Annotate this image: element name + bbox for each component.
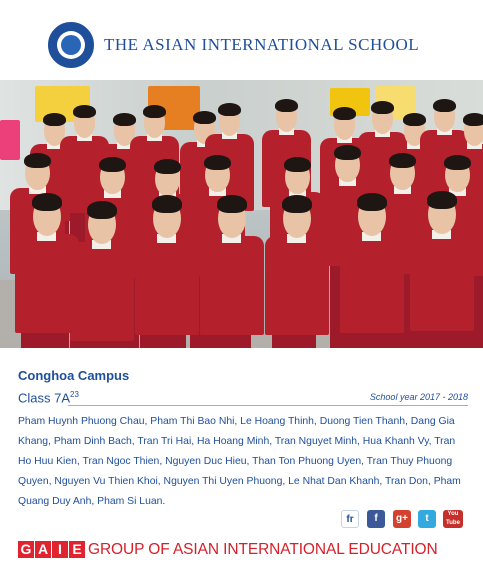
gaie-letter-e: E [69, 541, 85, 558]
class-name: Class $7A^{23}$ [18, 390, 79, 406]
google-plus-icon[interactable]: g+ [393, 510, 411, 528]
school-year: School year 2017 - 2018 [369, 392, 468, 402]
class-line [18, 390, 468, 408]
student-names: Pham Huynh Phuong Chau, Pham Thi Bao Nhi, Le Hoang Thinh, Duong Tien Thanh, Dang Gia Khang, Pham Dinh Bach, Tran Tri Hai, Ha Hoang Minh, Tran Nguyet Minh, Hua Khanh Vy, Tran Ho Huu Kien, Tran Ngoc Thien, Nguyen Duc Hieu, Than Ton Phuong Uyen, Tran Thuy Phuong Quyen, Nguyen Vu Thien Khoi, Nguyen Thi Uyen Phuong, Le Nhat Dan Khanh, Tran Don, Pham Quang Duy Anh, Pham Si Luan. [18, 416, 461, 507]
twitter-icon[interactable]: t [418, 510, 436, 528]
gaie-letter-a: A [35, 541, 51, 558]
facebook-icon[interactable]: f [367, 510, 385, 528]
divider [68, 405, 468, 406]
fr-icon[interactable]: fr [341, 510, 359, 528]
school-logo [48, 22, 94, 68]
header [0, 0, 483, 80]
gaie-letter-g: G [18, 541, 34, 558]
gaie-letter-i: I [52, 541, 68, 558]
school-title: THE ASIAN INTERNATIONAL SCHOOL [104, 35, 420, 54]
campus-title: Conghoa Campus [18, 368, 130, 383]
footer [18, 541, 438, 559]
class-photo [0, 80, 483, 348]
youtube-icon[interactable]: You Tube [443, 510, 463, 528]
globe-icon [61, 35, 81, 55]
footer-text: GROUP OF ASIAN INTERNATIONAL EDUCATION [88, 541, 438, 558]
